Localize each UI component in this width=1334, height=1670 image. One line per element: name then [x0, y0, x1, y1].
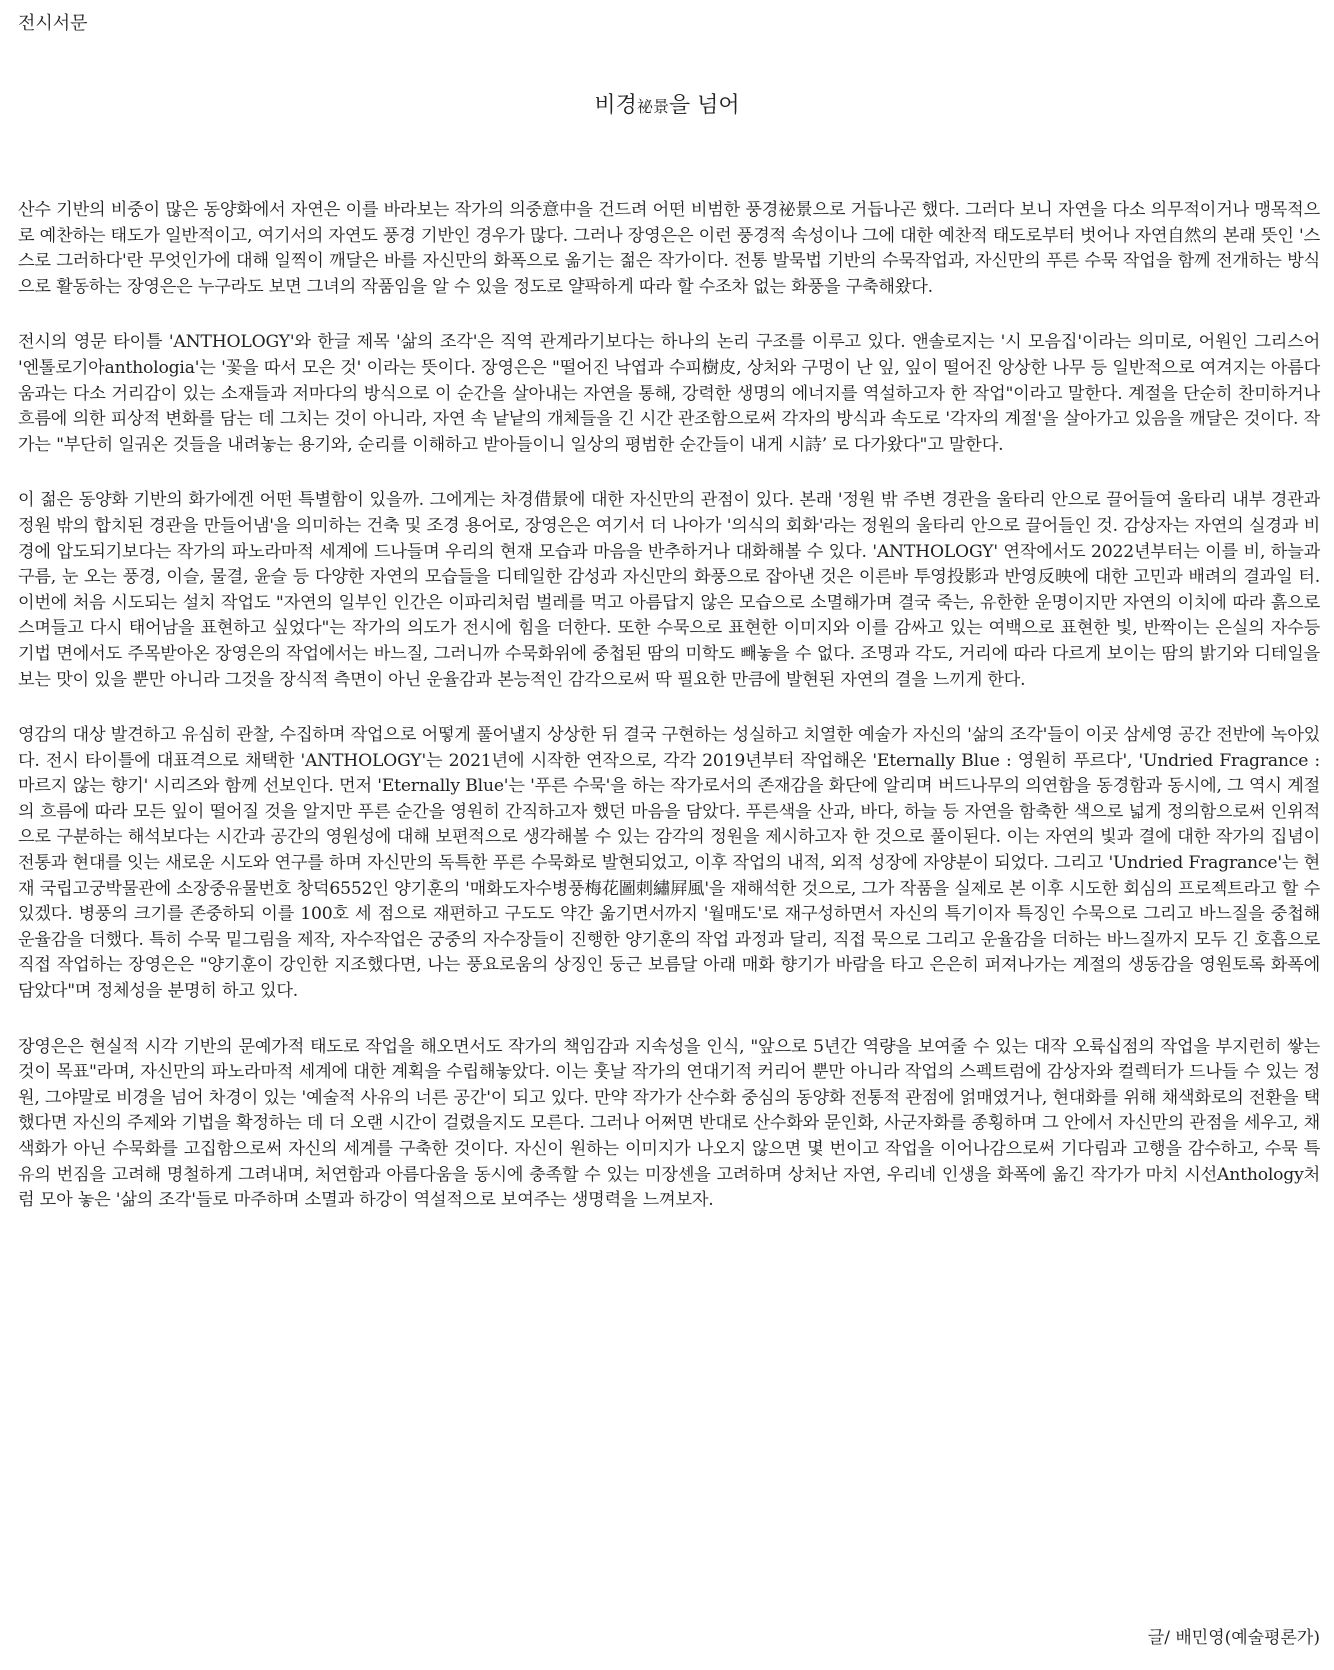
- title-tail: 을 넘어: [668, 93, 740, 118]
- paragraph-1: 산수 기반의 비중이 많은 동양화에서 자연은 이를 바라보는 작가의 의중意中을 건드려 어떤 비범한 풍경祕景으로 거듭나곤 했다. 그러다 보니 자연을 다소 의무적이거나 맹목적으로 예찬하는 태도가 일반적이고, 여기서의 자연도 풍경 기반인 경우가 많다. 그러나 장영은은 이런 풍경적 속성이나 그에 대한 예찬적 태도로부터 벗어나 자연自然의 본래 뜻인 '스스로 그러하다'란 무엇인가에 대해 일찍이 깨달은 바를 자신만의 화폭으로 옮기는 젊은 작가이다. 전통 발묵법 기반의 수묵작업과, 자신만의 푸른 수묵 작업을 함께 전개하는 방식으로 활동하는 장영은은 누구라도 보면 그녀의 작품임을 알 수 있을 정도로 얄팍하게 따라 할 수조차 없는 화풍을 구축해왔다.: [18, 200, 1320, 297]
- paragraph-5: 장영은은 현실적 시각 기반의 문예가적 태도로 작업을 해오면서도 작가의 책임감과 지속성을 인식, "앞으로 5년간 역량을 보여줄 수 있는 대작 오륙십점의 작업을 부지런히 쌓는 것이 목표"라며, 자신만의 파노라마적 세계에 대한 계획을 수립해놓았다. 이는 훗날 작가의 연대기적 커리어 뿐만 아니라 작업의 스펙트럼에 감상자와 컬렉터가 드나들 수 있는 정원, 그야말로 비경을 넘어 차경이 있는 '예술적 사유의 너른 공간'이 되고 있다. 만약 작가가 산수화 중심의 동양화 전통적 관점에 얽매였거나, 현대화를 위해 채색화로의 전환을 택했다면 자신의 주제와 기법을 확정하는 데 더 오랜 시간이 걸렸을지도 모른다. 그러나 어쩌면 반대로 산수화와 문인화, 사군자화를 종횡하며 그 안에서 자신만의 관점을 세우고, 채색화가 아닌 수묵화를 고집함으로써 자신의 세계를 구축한 것이다. 자신이 원하는 이미지가 나오지 않으면 몇 번이고 작업을 이어나감으로써 기다림과 고행을 감수하고, 수묵 특유의 번짐을 고려해 명철하게 그려내며, 처연함과 아름다움을 동시에 충족할 수 있는 미장센을 고려하며 상처난 자연, 우리네 인생을 화폭에 옮긴 작가가 마치 시선Anthology처럼 모아 놓은 '삶의 조각'들로 마주하며 소멸과 하강이 역설적으로 보여주는 생명력을 느껴보자.: [18, 1036, 1320, 1211]
- article-title: [0, 92, 1334, 121]
- paragraph-3: 이 젊은 동양화 기반의 화가에겐 어떤 특별함이 있을까. 그에게는 차경借景에 대한 자신만의 관점이 있다. 본래 '정원 밖 주변 경관을 울타리 안으로 끌어들여 울타리 내부 경관과 정원 밖의 합치된 경관을 만들어냄'을 의미하는 건축 및 조경 용어로, 장영은은 여기서 더 나아가 '의식의 회화'라는 정원의 울타리 안으로 끌어들인 것. 감상자는 자연의 실경과 비경에 압도되기보다는 작가의 파노라마적 세계에 드나들며 우리의 현재 모습과 마음을 반추하거나 대화해볼 수 있다. 'ANTHOLOGY' 연작에서도 2022년부터는 이를 비, 하늘과 구름, 눈 오는 풍경, 이슬, 물결, 윤슬 등 다양한 자연의 모습들을 디테일한 감성과 자신만의 화풍으로 잡아낸 것은 이른바 투영投影과 반영反映에 대한 고민과 배려의 결과일 터. 이번에 처음 시도되는 설치 작업도 "자연의 일부인 인간은 이파리처럼 벌레를 먹고 아름답지 않은 모습으로 소멸해가며 결국 죽는, 유한한 운명이지만 자연의 이치에 따라 흙으로 스며들고 다시 태어남을 표현하고 싶었다"는 작가의 의도가 전시에 힘을 더한다. 또한 수묵으로 표현한 이미지와 이를 감싸고 있는 여백으로 표현한 빛, 반짝이는 은실의 자수등 기법 면에서도 주목받아온 장영은의 작업에서는 바느질, 그러니까 수묵화위에 중첩된 땀의 미학도 빼놓을 수 없다. 조명과 각도, 거리에 따라 다르게 보이는 땀의 밝기와 디테일을 보는 맛이 있을 뿐만 아니라 그것을 장식적 측면이 아닌 운율감과 본능적인 감각으로써 딱 필요한 만큼에 발현된 자연의 결을 느끼게 한다.: [18, 490, 1320, 690]
- author-signature: 글/ 배민영(예술평론가): [1147, 1628, 1320, 1648]
- title-hanja: 祕景: [636, 97, 669, 116]
- section-label: 전시서문: [18, 13, 88, 34]
- paragraph-4: 영감의 대상 발견하고 유심히 관찰, 수집하며 작업으로 어떻게 풀어낼지 상상한 뒤 결국 구현하는 성실하고 치열한 예술가 자신의 '삶의 조각'들이 이곳 삼세영 공간 전반에 녹아있다. 전시 타이틀에 대표격으로 채택한 'ANTHOLOGY'는 2021년에 시작한 연작으로, 각각 2019년부터 작업해온 'Eternally Blue : 영원히 푸르다', 'Undried Fragrance : 마르지 않는 향기' 시리즈와 함께 선보인다. 먼저 'Eternally Blue'는 '푸른 수묵'을 하는 작가로서의 존재감을 화단에 알리며 버드나무의 의연함을 동경함과 동시에, 그 역시 계절의 흐름에 따라 모든 잎이 떨어질 것을 알지만 푸른 순간을 영원히 간직하고자 했던 마음을 담았다. 푸른색을 산과, 바다, 하늘 등 자연을 함축한 색으로 넓게 정의함으로써 인위적으로 구분하는 해석보다는 시간과 공간의 영원성에 대해 보편적으로 생각해볼 수 있는 감각의 정원을 제시하고자 한 것으로 풀이된다. 이는 자연의 빛과 결에 대한 작가의 집념이 전통과 현대를 잇는 새로운 시도와 연구를 하며 자신만의 독특한 푸른 수묵화로 발현되었고, 이후 작업의 내적, 외적 성장에 자양분이 되었다. 그리고 'Undried Fragrance'는 현재 국립고궁박물관에 소장중유물번호 창덕6552인 양기훈의 '매화도자수병풍梅花圖刺繡屛風'을 재해석한 것으로, 그가 작품을 실제로 본 이후 시도한 회심의 프로젝트라고 할 수 있겠다. 병풍의 크기를 존중하되 이를 100호 세 점으로 재편하고 구도도 약간 옮기면서까지 '월매도'로 재구성하면서 자신의 특기이자 특징인 수묵으로 그리고 바느질을 중첩해 운율감을 더했다. 특히 수묵 밑그림을 제작, 자수작업은 궁중의 자수장들이 진행한 양기훈의 작업 과정과 달리, 직접 묵으로 그리고 운율감을 더하는 바느질까지 모두 긴 호흡으로 직접 작업하는 장영은은 "양기훈이 강인한 지조했다면, 나는 풍요로움의 상징인 둥근 보름달 아래 매화 향기가 바람을 타고 은은히 퍼져나가는 계절의 생동감을 영원토록 화폭에 담았다"며 정체성을 분명히 하고 있다.: [18, 725, 1320, 1002]
- title-main: 비경: [594, 93, 637, 118]
- paragraph-2: 전시의 영문 타이틀 'ANTHOLOGY'와 한글 제목 '삶의 조각'은 직역 관계라기보다는 하나의 논리 구조를 이루고 있다. 앤솔로지는 '시 모음집'이라는 의미로, 어원인 그리스어 '엔톨로기아anthologia'는 '꽃을 따서 모은 것' 이라는 뜻이다. 장영은은 "떨어진 낙엽과 수피樹皮, 상처와 구멍이 난 잎, 잎이 떨어진 앙상한 나무 등 일반적으로 여겨지는 아름다움과는 다소 거리감이 있는 소재들과 저마다의 방식으로 이 순간을 살아내는 자연을 통해, 강력한 생명의 에너지를 역설하고자 한 작업"이라고 말한다. 계절을 단순히 찬미하거나 흐름에 의한 피상적 변화를 담는 데 그치는 것이 아니라, 자연 속 낱낱의 개체들을 긴 시간 관조함으로써 각자의 방식과 속도로 '각자의 계절'을 살아가고 있음을 깨달은 것이다. 작가는 "부단히 일궈온 것들을 내려놓는 용기와, 순리를 이해하고 받아들이니 일상의 평범한 순간들이 내게 시詩’ 로 다가왔다"고 말한다.: [18, 332, 1320, 455]
- article-body: [18, 198, 1320, 1244]
